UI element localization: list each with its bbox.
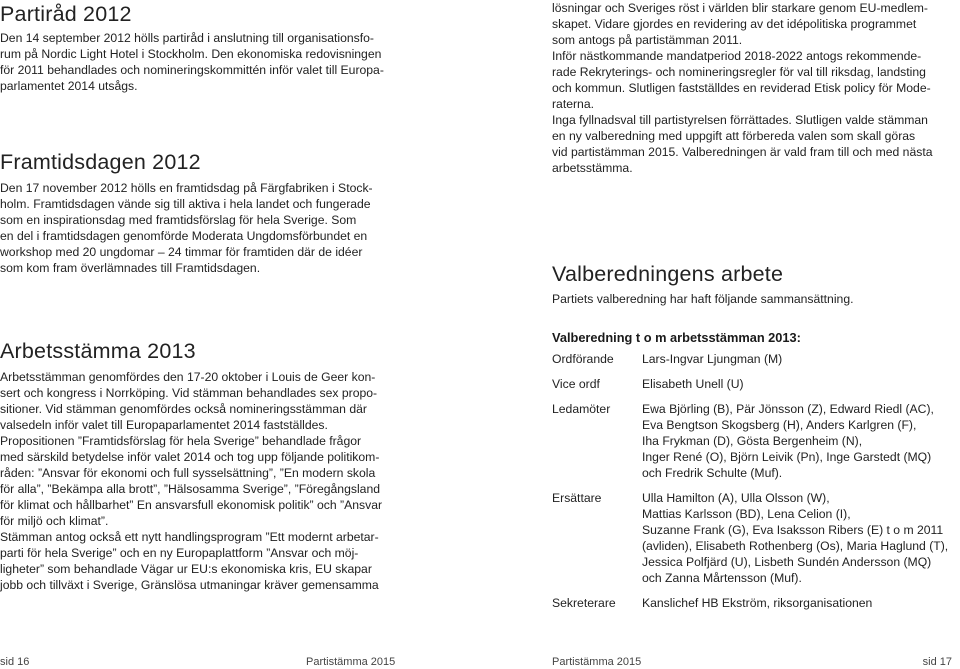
section-partirad xyxy=(0,2,412,94)
section-valberedning xyxy=(552,262,952,307)
section-framtidsdagen xyxy=(0,150,412,276)
committee-row xyxy=(552,351,948,376)
paragraph: Den 14 september 2012 hölls partiråd i anslutning till organisationsfo- rum på Nordic Light Hotel i Stockholm. Den ekonomiska redovisningen för 2011 behandlades och nomineringskommittén inför valet till Europa- parlamentet 2014 utsågs. xyxy=(0,31,384,93)
paragraph: Arbetsstämman genomfördes den 17-20 oktober i Louis de Geer kon- sert och kongress i Norrköping. Vid stämman behandlades sex propo- sitioner. Vid stämman genomfördes också nomineringsstämman där valsedeln inför valet till Europaparlamentet 2014 fastställdes. xyxy=(0,370,378,432)
committee-row xyxy=(552,490,948,595)
section-intro: Partiets valberedning har haft följande sammansättning. xyxy=(552,292,854,306)
paragraph: Inga fyllnadsval till partistyrelsen förrättades. Slutligen valde stämman en ny valberedning med uppgift att förbereda valen som skall göras vid partistämman 2015. Valberedningen är vald fram till och med nästa arbetsstämma. xyxy=(552,113,933,175)
committee-role: Ersättare xyxy=(552,491,602,505)
committee-row xyxy=(552,595,948,620)
committee-row xyxy=(552,401,948,490)
committee-members: Lars-Ingvar Ljungman (M) xyxy=(642,352,783,366)
section-heading: Valberedningens arbete xyxy=(552,262,784,286)
committee-role: Ordförande xyxy=(552,352,614,366)
footer-doc-title: Partistämma 2015 xyxy=(552,656,642,668)
paragraph: Inför nästkommande mandatperiod 2018-2022 antogs rekommende- rade Rekryterings- och nomineringsregler för val till riksdag, landsting och kommun. Slutligen fastställdes en reviderad Etisk policy för Mode- raterna. xyxy=(552,49,931,111)
section-arbetsstamma xyxy=(0,339,412,593)
paragraph: Propositionen ”Framtidsförslag för hela Sverige” behandlade frågor med särskild betydelse inför valet 2014 och tog upp följande politikom- råden: ”Ansvar för ekonomi och full sysselsättning”, ”En modern skola för alla”, ”Bekämpa alla brott”, ”Hälsosamma Sverige”, ”Föregångsland för klimat och hållbarhet” En ansvarsfull ekonomisk politik” och ”Ansvar för miljö och klimat”. xyxy=(0,434,383,528)
committee-members: Ulla Hamilton (A), Ulla Olsson (W), Mattias Karlsson (BD), Lena Celion (I), Suzanne Frank (G), Eva Isaksson Ribers (E) t o m 2011 (avliden), Elisabeth Rothenberg (Os), Maria Haglund (T), Jessica Polfjärd (U), Lisbeth Sundén Andersson (MQ) och Zanna Mårtensson (Muf). xyxy=(642,491,949,585)
section-heading: Partiråd 2012 xyxy=(0,2,132,26)
committee-role: Sekreterare xyxy=(552,596,616,610)
footer-doc-title: Partistämma 2015 xyxy=(306,656,396,668)
paragraph: lösningar och Sveriges röst i världen blir starkare genom EU-medlem- skapet. Vidare gjordes en revidering av det idépolitiska programmet som antogs på partistämman 2011. xyxy=(552,1,928,47)
paragraph: Stämman antog också ett nytt handlingsprogram ”Ett modernt arbetar- parti för hela Sverige” och en ny Europaplattform ”Ansvar och möj- ligheter” som behandlade Vägar ur EU:s ekonomiska kris, EU skapar jobb och tillväxt i Sverige, Gränslösa utmaningar kräver gemensamma xyxy=(0,530,379,592)
section-heading: Framtidsdagen 2012 xyxy=(0,150,201,174)
committee-role: Vice ordf xyxy=(552,377,600,391)
right-page xyxy=(480,0,960,669)
committee-members: Elisabeth Unell (U) xyxy=(642,377,744,391)
continued-text xyxy=(552,0,952,176)
committee-role: Ledamöter xyxy=(552,402,611,416)
committee-members: Kanslichef HB Ekström, riksorganisationen xyxy=(642,596,873,610)
page-number: sid 16 xyxy=(0,656,30,668)
section-heading: Arbetsstämma 2013 xyxy=(0,339,196,363)
page-number: sid 17 xyxy=(922,656,952,668)
committee-row xyxy=(552,376,948,401)
committee-title: Valberedning t o m arbetsstämman 2013: xyxy=(552,330,801,345)
committee-block xyxy=(552,330,952,620)
committee-members: Ewa Björling (B), Pär Jönsson (Z), Edward Riedl (AC), Eva Bengtson Skogsberg (H), Anders Karlgren (F), Iha Frykman (D), Gösta Bergenheim (N), Inger René (O), Björn Leivik (Pn), Inge Garstedt (MQ) och Fredrik Schulte (Muf). xyxy=(642,402,934,480)
paragraph: Den 17 november 2012 hölls en framtidsdag på Färgfabriken i Stock- holm. Framtidsdagen vände sig till aktiva i hela landet och fungerade som en inspirationsdag med framtidsförslag för hela Sverige. Som en del i framtidsdagen genomförde Moderata Ungdomsförbundet en workshop med 20 ungdomar – 24 timmar för framtiden där de idéer som kom fram överlämnades till Framtidsdagen. xyxy=(0,181,373,275)
committee-table xyxy=(552,351,948,620)
